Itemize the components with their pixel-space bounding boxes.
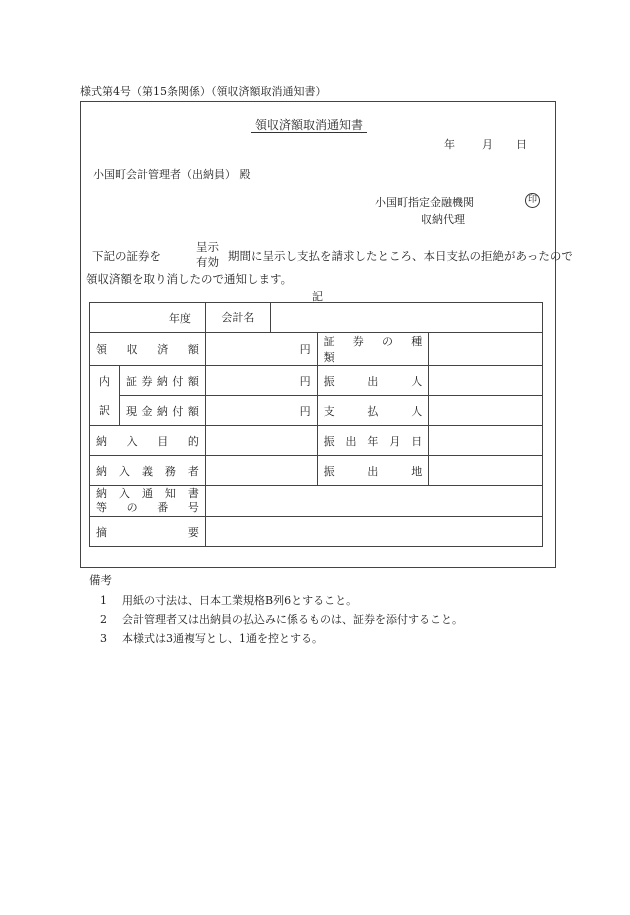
cash-paid-yen: 円 <box>205 396 317 426</box>
notice-number-value <box>205 486 542 517</box>
table-row-received <box>90 333 543 366</box>
received-amount-yen: 円 <box>205 333 317 366</box>
body-lead: 下記の証券を <box>92 249 161 263</box>
table-row-summary <box>90 517 543 547</box>
body-options <box>196 240 219 270</box>
institution-name: 小国町指定金融機関 <box>375 196 474 209</box>
issue-date-value <box>429 426 543 456</box>
account-name-label: 会計名 <box>206 303 271 332</box>
option-present: 呈示 <box>196 240 219 254</box>
purpose-value <box>205 426 317 456</box>
drawer-label: 振 出 人 <box>317 366 429 396</box>
note-text: 用紙の寸法は、日本工業規格B列6とすること。 <box>122 594 358 607</box>
table-row-purpose <box>90 426 543 456</box>
table-row-obligor <box>90 456 543 486</box>
summary-value <box>205 517 542 547</box>
summary-label: 摘 要 <box>90 517 206 547</box>
note-item <box>100 611 463 627</box>
bond-paid-label: 証 券 納 付 額 <box>119 366 205 396</box>
document-title: 領収済額取消通知書 <box>251 118 367 133</box>
date-day-label: 日 <box>516 138 527 151</box>
form-number-label: 様式第4号（第15条関係）（領収済額取消通知書） <box>80 85 327 98</box>
drawer-value <box>429 366 543 396</box>
payer-label: 支 払 人 <box>317 396 429 426</box>
bond-type-label: 証 券 の 種 類 <box>317 333 429 366</box>
note-item <box>100 630 323 646</box>
notice-number-label-line2: 等 の 番 号 <box>96 501 199 514</box>
date-month-label: 月 <box>482 138 493 151</box>
account-name-value <box>271 303 542 332</box>
note-text: 本様式は3通複写とし、1通を控とする。 <box>122 632 323 645</box>
year-label: 年度 <box>90 303 206 333</box>
note-number: 2 <box>100 613 107 626</box>
obligor-value <box>205 456 317 486</box>
notes-heading: 備考 <box>89 573 112 587</box>
bond-paid-yen: 円 <box>205 366 317 396</box>
ki-heading: 記 <box>312 290 323 303</box>
purpose-label: 納 入 目 的 <box>90 426 206 456</box>
received-amount-label: 領 収 済 額 <box>90 333 206 366</box>
notice-number-label-line1: 納 入 通 知 書 <box>96 487 199 500</box>
table-row-notice-number <box>90 486 543 517</box>
bond-type-value <box>429 333 543 366</box>
table-row-year <box>90 303 543 333</box>
table-row-bond-paid <box>90 366 543 396</box>
breakdown-label-top: 内 <box>90 366 120 396</box>
notice-number-label <box>90 486 206 517</box>
note-number: 3 <box>100 632 107 645</box>
body-text-line1: 期間に呈示し支払を請求したところ、本日支払の拒絶があったので <box>228 249 573 263</box>
issue-date-label: 振 出 年 月 日 <box>317 426 429 456</box>
issue-place-value <box>429 456 543 486</box>
breakdown-label-bottom: 訳 <box>90 396 120 426</box>
option-valid: 有効 <box>196 255 219 269</box>
collection-agent: 収納代理 <box>421 213 465 226</box>
cash-paid-label: 現 金 納 付 額 <box>119 396 205 426</box>
details-table <box>89 302 543 547</box>
note-text: 会計管理者又は出納員の払込みに係るものは、証券を添付すること。 <box>122 613 463 626</box>
seal-mark: 印 <box>525 193 540 208</box>
issue-place-label: 振 出 地 <box>317 456 429 486</box>
obligor-label: 納 入 義 務 者 <box>90 456 206 486</box>
table-row-cash-paid <box>90 396 543 426</box>
addressee: 小国町会計管理者（出納員） 殿 <box>93 168 251 181</box>
payer-value <box>429 396 543 426</box>
note-item <box>100 592 357 608</box>
date-year-label: 年 <box>444 138 455 151</box>
body-text-line2: 領収済額を取り消したので通知します。 <box>86 272 293 286</box>
note-number: 1 <box>100 594 107 607</box>
